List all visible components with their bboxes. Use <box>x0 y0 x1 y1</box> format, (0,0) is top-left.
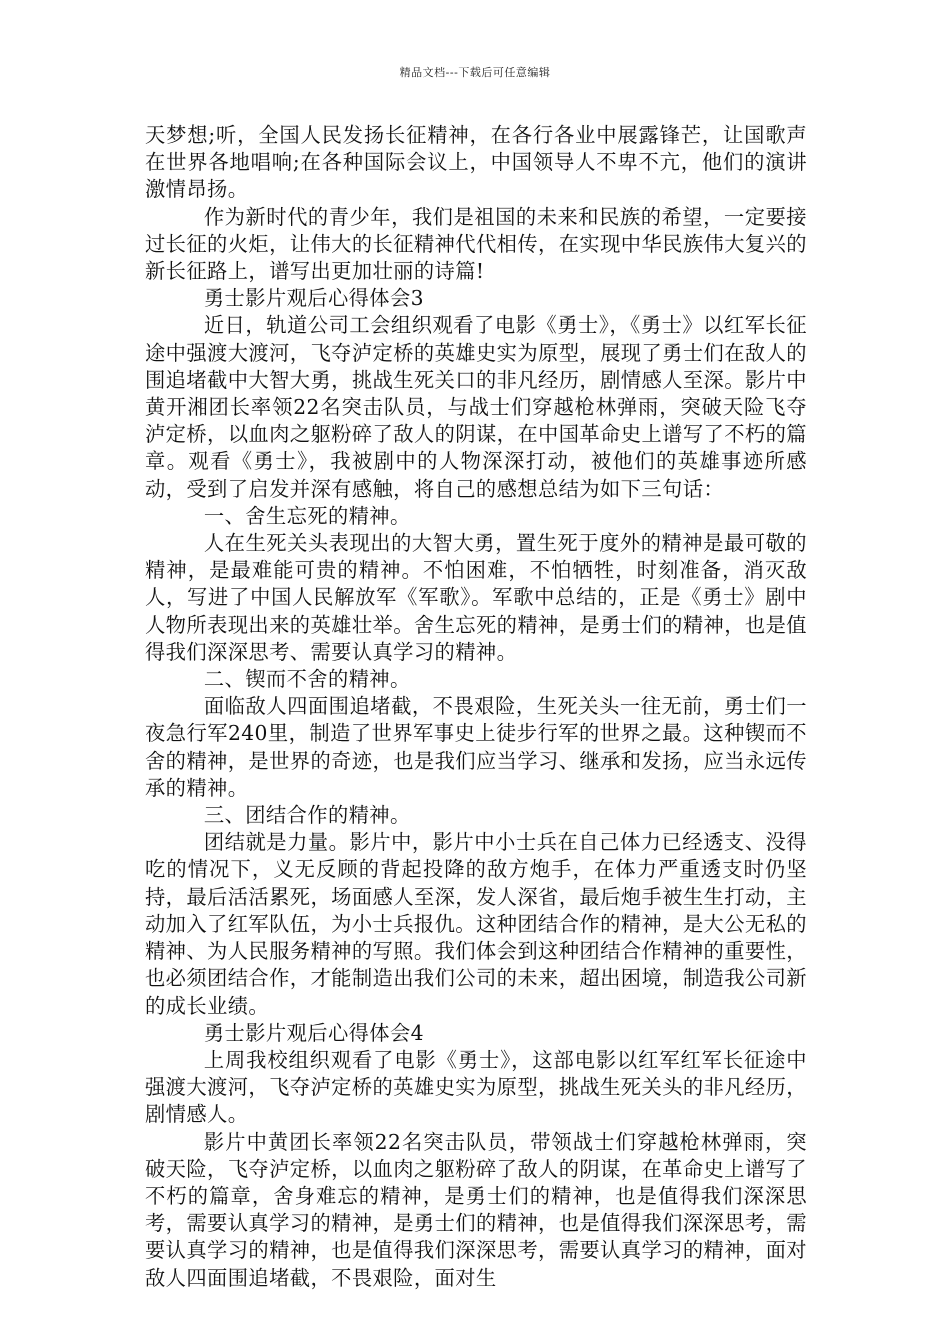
section-heading: 勇士影片观后心得体会3 <box>203 286 424 311</box>
document-body <box>145 122 807 1292</box>
page-header: 精品文档---下载后可任意编辑 <box>399 66 551 79</box>
paragraph: 上周我校组织观看了电影《勇士》，这部电影以红军红军长征途中强渡大渡河，飞夺泸定桥的英雄史实为原型，挑战生死关头的非凡经历，剧情感人。 <box>145 1047 807 1127</box>
paragraph: 面临敌人四面围追堵截，不畏艰险，生死关头一往无前，勇士们一夜急行军240里，制造了世界军事史上徒步行军的世界之最。这种锲而不舍的精神，是世界的奇迹，也是我们应当学习、继承和发扬，应当永远传承的精神。 <box>145 694 807 800</box>
subheading: 二、锲而不舍的精神。 <box>203 667 411 692</box>
paragraph: 团结就是力量。影片中，影片中小士兵在自己体力已经透支、没得吃的情况下，义无反顾的背起投降的敌方炮手，在体力严重透支时仍坚持，最后活活累死，场面感人至深，发人深省，最后炮手被生生打动，主动加入了红军队伍，为小士兵报仇。这种团结合作的精神，是大公无私的精神、为人民服务精神的写照。我们体会到这种团结合作精神的重要性，也必须团结合作，才能制造出我们公司的未来，超出困境，制造我公司新的成长业绩。 <box>145 830 807 1018</box>
subheading: 三、团结合作的精神。 <box>203 803 411 828</box>
section-heading: 勇士影片观后心得体会4 <box>203 1020 424 1045</box>
paragraph: 近日，轨道公司工会组织观看了电影《勇士》，《勇士》以红军长征途中强渡大渡河，飞夺泸定桥的英雄史实为原型，展现了勇士们在敌人的围追堵截中大智大勇，挑战生死关口的非凡经历，剧情感人至深。影片中黄开湘团长率领22名突击队员，与战士们穿越枪林弹雨，突破天险飞夺泸定桥，以血肉之躯粉碎了敌人的阴谋，在中国革命史上谱写了不朽的篇章。观看《勇士》，我被剧中的人物深深打动，被他们的英雄事迹所感动，受到了启发并深有感触，将自己的感想总结为如下三句话： <box>145 313 807 501</box>
paragraph: 天梦想;听，全国人民发扬长征精神，在各行各业中展露锋芒，让国歌声在世界各地唱响;在各种国际会议上，中国领导人不卑不亢，他们的演讲激情昂扬。 <box>145 123 807 202</box>
paragraph: 人在生死关头表现出的大智大勇，置生死于度外的精神是最可敬的精神，是最难能可贵的精神。不怕困难，不怕牺牲，时刻准备，消灭敌人，写进了中国人民解放军《军歌》。军歌中总结的，正是《勇士》剧中人物所表现出来的英雄壮举。舍生忘死的精神，是勇士们的精神，也是值得我们深深思考、需要认真学习的精神。 <box>145 531 807 664</box>
subheading: 一、舍生忘死的精神。 <box>203 503 411 528</box>
paragraph: 影片中黄团长率领22名突击队员，带领战士们穿越枪林弹雨，突破天险，飞夺泸定桥，以血肉之躯粉碎了敌人的阴谋，在革命史上谱写了不朽的篇章，舍身难忘的精神，是勇士们的精神，也是值得我们深深思考，需要认真学习的精神，是勇士们的精神，也是值得我们深深思考，需要认真学习的精神，也是值得我们深深思考，需要认真学习的精神，面对敌人四面围追堵截，不畏艰险，面对生 <box>145 1129 807 1290</box>
paragraph: 作为新时代的青少年，我们是祖国的未来和民族的希望，一定要接过长征的火炬，让伟大的长征精神代代相传，在实现中华民族伟大复兴的新长征路上，谱写出更加壮丽的诗篇! <box>145 204 807 284</box>
